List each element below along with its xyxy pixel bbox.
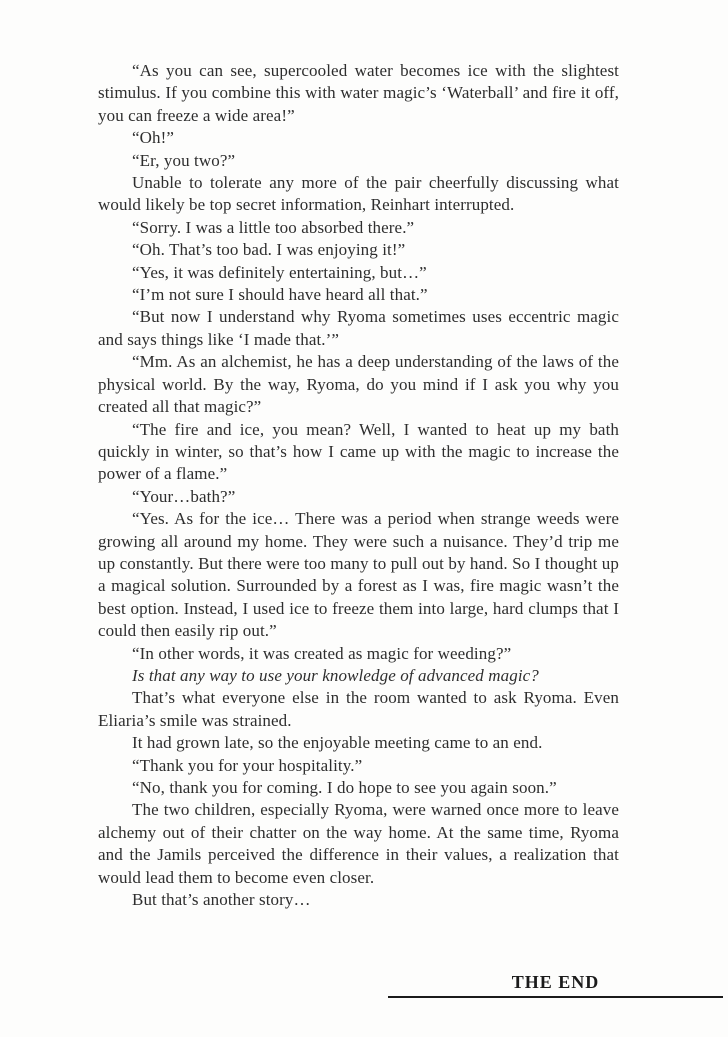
paragraph: “Er, you two?” [132, 150, 236, 170]
paragraph: The two children, especially Ryoma, were warned once more to leave alchemy out of their chatter on the way home. At the same time, Ryoma and the Jamils perceived the difference in their values, a realization that would lead them to become even closer. [98, 800, 619, 887]
paragraph: “Your…bath?” [132, 486, 236, 506]
paragraph: “In other words, it was created as magic for weeding?” [132, 643, 512, 663]
paragraph: “Oh. That’s too bad. I was enjoying it!” [132, 240, 406, 260]
paragraph: “Thank you for your hospitality.” [132, 755, 363, 775]
paragraph: “Mm. As an alchemist, he has a deep understanding of the laws of the physical world. By the way, Ryoma, do you mind if I ask you why you created all that magic?” [98, 352, 619, 417]
paragraph: “The fire and ice, you mean? Well, I wanted to heat up my bath quickly in winter, so that’s how I came up with the magic to increase the power of a flame.” [98, 419, 619, 484]
paragraph: “I’m not sure I should have heard all that.” [132, 285, 428, 305]
paragraph: “As you can see, supercooled water becomes ice with the slightest stimulus. If you combine this with water magic’s ‘Waterball’ and fire it off, you can freeze a wide area!” [98, 61, 619, 125]
paragraph: “Sorry. I was a little too absorbed there.” [132, 217, 415, 237]
the-end-marker [388, 972, 723, 998]
paragraph: “Yes. As for the ice… There was a period when strange weeds were growing all around my home. They were such a nuisance. They’d trip me up constantly. But there were too many to pull out by hand. So I thought up a magical solution. Surrounded by a forest as I was, fire magic wasn’t the best option. Instead, I used ice to freeze them into large, hard clumps that I could then easily rip out.” [98, 509, 619, 641]
paragraph-inner-thought: Is that any way to use your knowledge of advanced magic? [132, 665, 539, 685]
paragraph: “But now I understand why Ryoma sometimes uses eccentric magic and says things like ‘I made that.’” [98, 307, 619, 349]
paragraph: That’s what everyone else in the room wanted to ask Ryoma. Even Eliaria’s smile was strained. [98, 688, 619, 730]
paragraph: It had grown late, so the enjoyable meeting came to an end. [132, 733, 543, 753]
paragraph: “Yes, it was definitely entertaining, but…” [132, 262, 427, 282]
paragraph: “No, thank you for coming. I do hope to see you again soon.” [132, 778, 557, 797]
paragraph: “Oh!” [132, 128, 175, 148]
paragraph: But that’s another story… [132, 890, 311, 910]
the-end-label: THE END [511, 972, 600, 992]
paragraph: Unable to tolerate any more of the pair cheerfully discussing what would likely be top secret information, Reinhart interrupted. [98, 173, 619, 215]
text-block [98, 60, 619, 911]
